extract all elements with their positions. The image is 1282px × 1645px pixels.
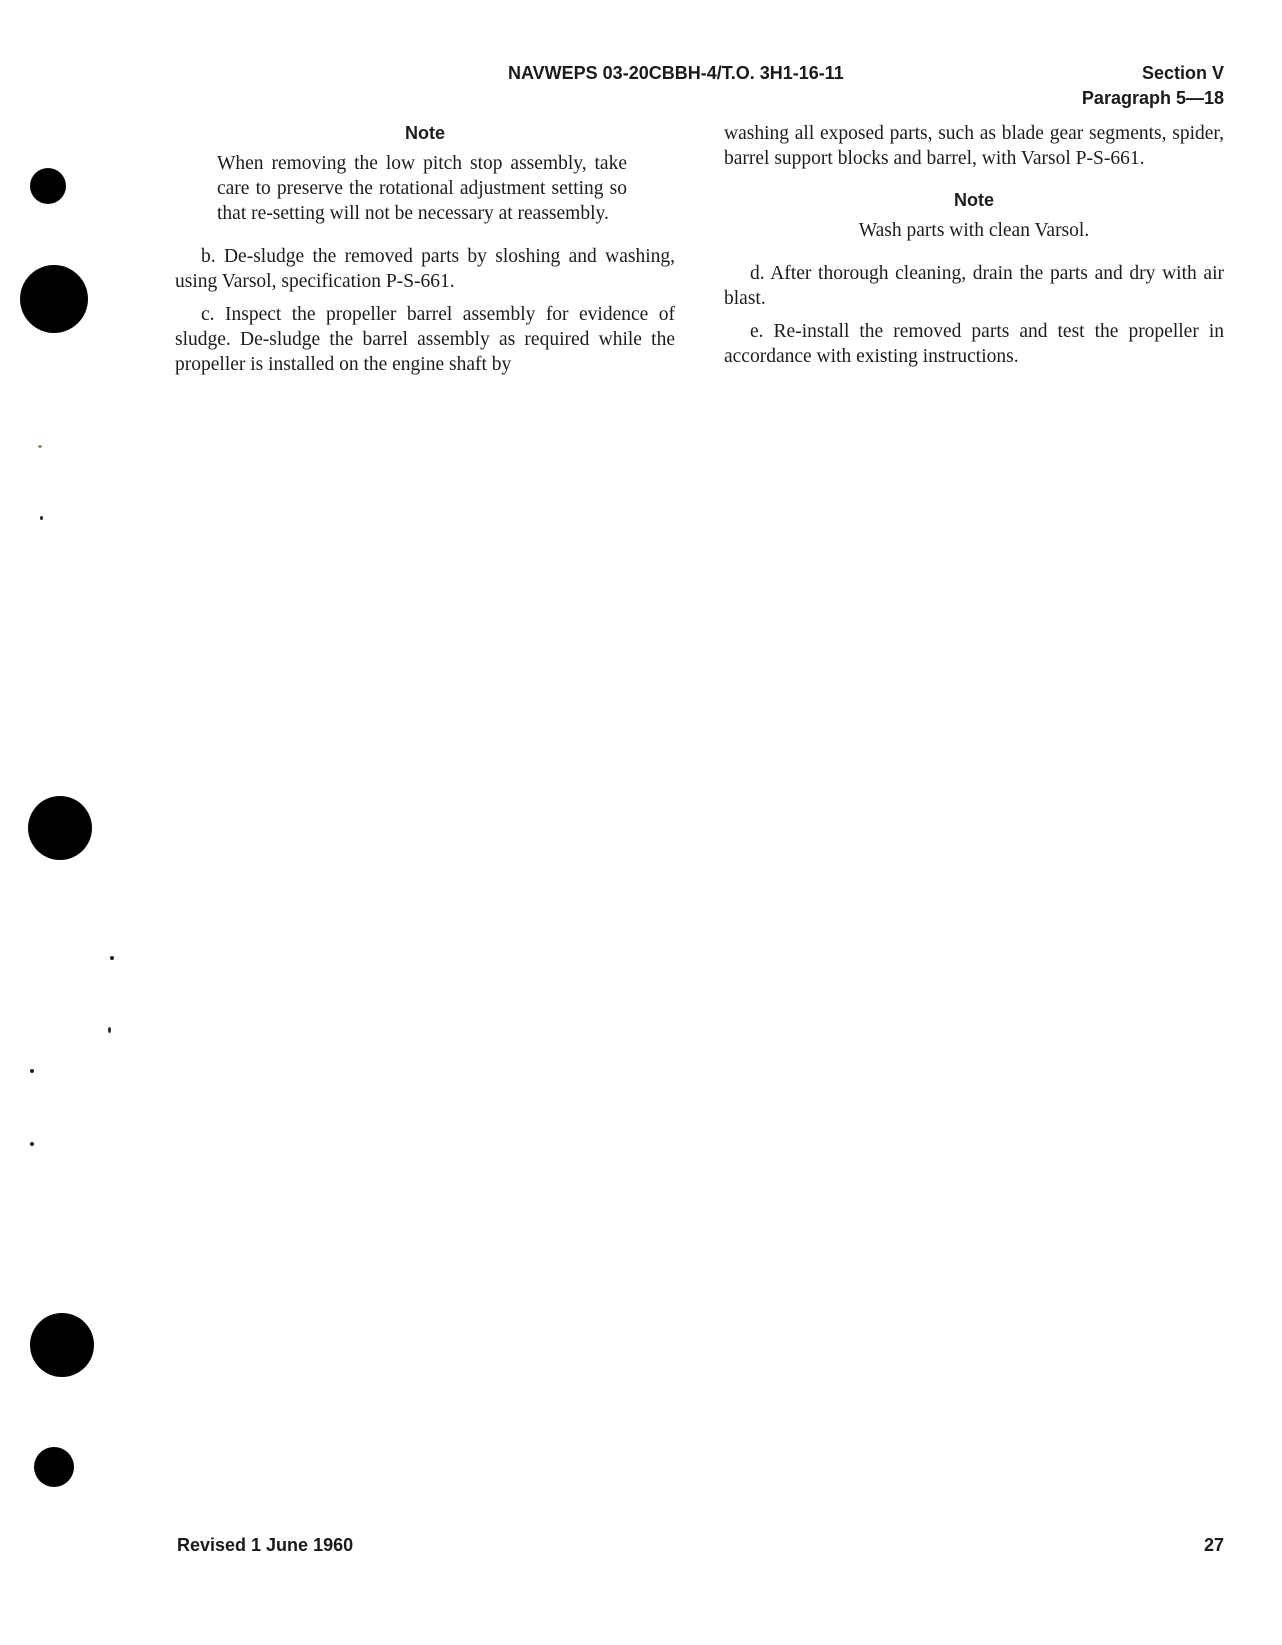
page-number: 27: [1203, 1535, 1224, 1555]
paragraph-c: c. Inspect the propeller barrel assembly for evidence of sludge. De-sludge the barrel assembly as required while the propeller is installed on the engine shaft by: [175, 304, 675, 375]
left-column: [175, 121, 675, 377]
punch-hole-1: [30, 168, 66, 204]
paragraph-label: Paragraph 5—18: [1081, 88, 1224, 108]
paragraph-b: b. De-sludge the removed parts by sloshing and washing, using Varsol, specification P-S-661.: [175, 246, 675, 292]
punch-hole-4: [30, 1313, 94, 1377]
scan-speck: [30, 1142, 34, 1146]
punch-hole-3: [28, 796, 92, 860]
scan-speck: [108, 1027, 111, 1033]
note-heading: Note: [954, 190, 994, 210]
paragraph-e: e. Re-install the removed parts and test the propeller in accordance with existing instructions.: [724, 321, 1224, 367]
revision-date: Revised 1 June 1960: [177, 1535, 354, 1555]
paragraph-d: d. After thorough cleaning, drain the parts and dry with air blast.: [724, 263, 1224, 309]
document-number: NAVWEPS 03-20CBBH-4/T.O. 3H1-16-11: [508, 63, 844, 83]
paragraph-c-continued: washing all exposed parts, such as blade gear segments, spider, barrel support blocks and barrel, with Varsol P-S-661.: [724, 123, 1224, 169]
right-column: [724, 121, 1224, 369]
note-text: Wash parts with clean Varsol.: [858, 220, 1090, 241]
note-text: When removing the low pitch stop assembly, take care to preserve the rotational adjustment setting so that re-setting will not be necessary at reassembly.: [217, 153, 627, 224]
scan-speck: [110, 956, 114, 960]
note-heading: Note: [405, 123, 445, 143]
punch-hole-5: [34, 1447, 74, 1487]
scan-speck: [38, 445, 42, 448]
section-label: Section V: [1141, 63, 1224, 83]
scan-speck: [30, 1069, 34, 1073]
punch-hole-2: [20, 265, 88, 333]
scan-speck: [40, 516, 43, 520]
